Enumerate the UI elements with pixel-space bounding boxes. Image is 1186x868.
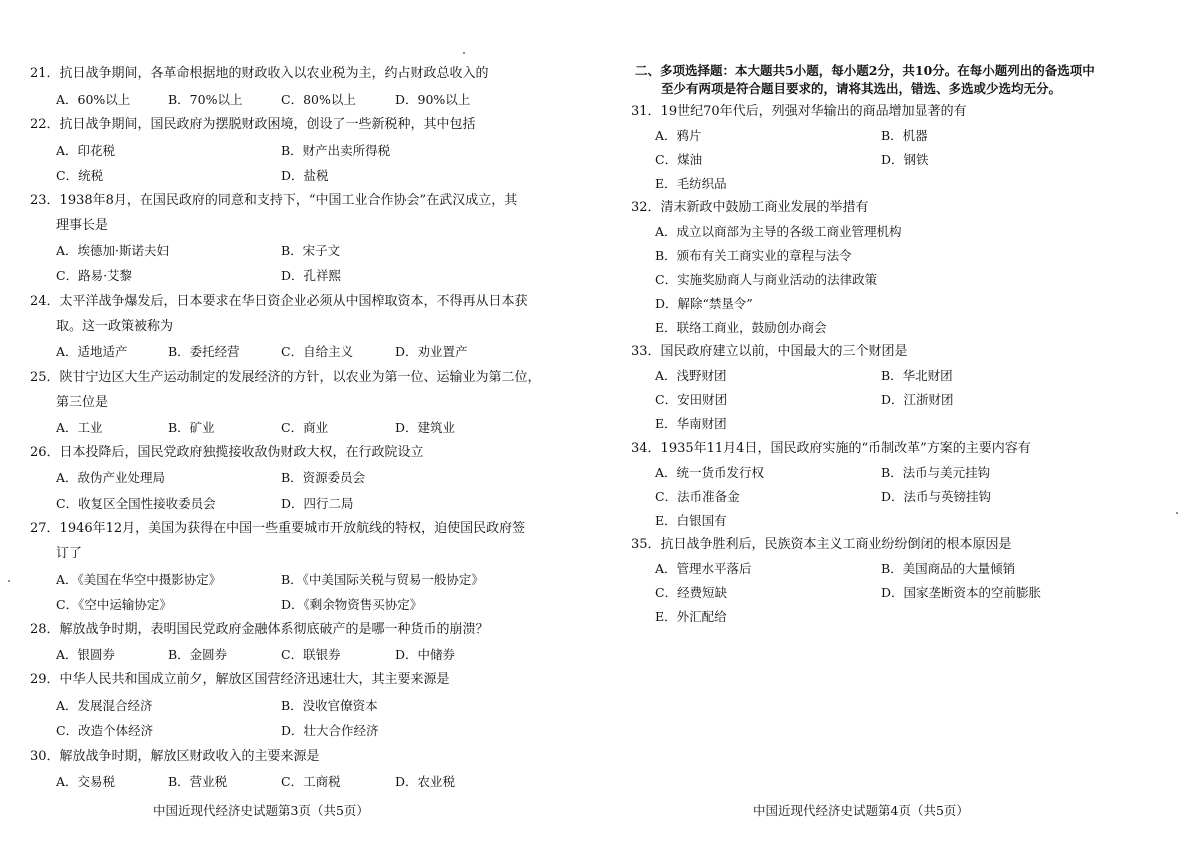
- question-24-stem-cont: 取。这一政策被称为: [56, 319, 174, 334]
- q33-option-e: E．华南财团: [655, 416, 727, 431]
- q21-option-b: B．70%以上: [168, 92, 243, 107]
- q33-option-d: D．江浙财团: [881, 392, 954, 407]
- q22-option-c: C．统税: [56, 168, 104, 183]
- q30-option-a: A．交易税: [56, 774, 116, 789]
- right-page: [593, 0, 1186, 868]
- q25-option-c: C．商业: [281, 420, 329, 435]
- q32-option-e: E．联络工商业，鼓励创办商会: [655, 320, 827, 335]
- q32-option-a: A．成立以商部为主导的各级工商业管理机构: [655, 224, 902, 239]
- q35-option-a: A．管理水平落后: [655, 561, 752, 576]
- page-footer-right: 中国近现代经济史试题第4页（共5页）: [753, 803, 969, 818]
- question-24-stem: 24．太平洋战争爆发后，日本要求在华日资企业必须从中国榨取资本，不得再从日本获: [30, 294, 528, 309]
- q30-option-c: C．工商税: [281, 774, 341, 789]
- q24-option-a: A．适地适产: [56, 344, 128, 359]
- q35-option-e: E．外汇配给: [655, 609, 727, 624]
- scan-speck: [8, 580, 10, 582]
- q26-option-d: D．四行二局: [281, 496, 354, 511]
- q28-option-d: D．中储券: [395, 647, 456, 662]
- q23-option-a: A．埃德加·斯诺夫妇: [56, 243, 170, 258]
- q30-option-d: D．农业税: [395, 774, 456, 789]
- question-31-stem: 31．19世纪70年代后，列强对华输出的商品增加显著的有: [631, 104, 967, 119]
- q31-option-a: A．鸦片: [655, 128, 702, 143]
- q32-option-b: B．颁布有关工商实业的章程与法令: [655, 248, 852, 263]
- q27-option-c: C．《空中运输协定》: [56, 597, 172, 612]
- q23-option-d: D．孔祥熙: [281, 268, 342, 283]
- q28-option-b: B．金圆券: [168, 647, 228, 662]
- q35-option-c: C．经费短缺: [655, 585, 728, 600]
- q28-option-a: A．银圆券: [56, 647, 116, 662]
- q29-option-c: C．改造个体经济: [56, 723, 154, 738]
- q29-option-b: B．没收官僚资本: [281, 698, 378, 713]
- q31-option-b: B．机器: [881, 128, 928, 143]
- question-22-stem: 22．抗日战争期间，国民政府为摆脱财政困境，创设了一些新税种，其中包括: [30, 117, 476, 132]
- q23-option-c: C．路易·艾黎: [56, 268, 133, 283]
- q34-option-a: A．统一货币发行权: [655, 465, 765, 480]
- q33-option-b: B．华北财团: [881, 368, 953, 383]
- q26-option-a: A．敌伪产业处理局: [56, 470, 166, 485]
- q21-option-c: C．80%以上: [281, 92, 356, 107]
- question-27-stem: 27．1946年12月，美国为获得在中国一些重要城市开放航线的特权，迫使国民政府签: [30, 521, 526, 536]
- question-30-stem: 30．解放战争时期，解放区财政收入的主要来源是: [30, 749, 320, 764]
- q29-option-a: A．发展混合经济: [56, 698, 153, 713]
- q34-option-e: E．白银国有: [655, 513, 727, 528]
- q32-option-d: D．解除“禁垦令”: [655, 296, 753, 311]
- q28-option-c: C．联银券: [281, 647, 341, 662]
- scan-speck: [463, 52, 465, 54]
- q26-option-b: B．资源委员会: [281, 470, 366, 485]
- q35-option-d: D．国家垄断资本的空前膨胀: [881, 585, 1042, 600]
- question-35-stem: 35．抗日战争胜利后，民族资本主义工商业纷纷倒闭的根本原因是: [631, 537, 1012, 552]
- page-footer-left: 中国近现代经济史试题第3页（共5页）: [153, 803, 369, 818]
- question-33-stem: 33．国民政府建立以前，中国最大的三个财团是: [631, 344, 908, 359]
- q25-option-d: D．建筑业: [395, 420, 456, 435]
- q21-option-a: A．60%以上: [56, 92, 131, 107]
- q26-option-c: C．收复区全国性接收委员会: [56, 496, 216, 511]
- question-34-stem: 34．1935年11月4日，国民政府实施的“币制改革”方案的主要内容有: [631, 441, 1031, 456]
- q22-option-a: A．印花税: [56, 143, 116, 158]
- q31-option-d: D．钢铁: [881, 152, 929, 167]
- question-27-stem-cont: 订了: [56, 546, 83, 561]
- q30-option-b: B．营业税: [168, 774, 228, 789]
- q24-option-c: C．自给主义: [281, 344, 354, 359]
- q34-option-c: C．法币准备金: [655, 489, 740, 504]
- q27-option-b: B．《中美国际关税与贸易一般协定》: [281, 572, 484, 587]
- q34-option-d: D．法币与英镑挂钩: [881, 489, 992, 504]
- q35-option-b: B．美国商品的大量倾销: [881, 561, 1016, 576]
- q31-option-e: E．毛纺织品: [655, 176, 727, 191]
- question-25-stem: 25．陕甘宁边区大生产运动制定的发展经济的方针，以农业为第一位、运输业为第二位，: [30, 370, 541, 385]
- question-29-stem: 29．中华人民共和国成立前夕，解放区国营经济迅速壮大，其主要来源是: [30, 672, 450, 687]
- question-23-stem-cont: 理事长是: [56, 218, 109, 233]
- q25-option-b: B．矿业: [168, 420, 215, 435]
- scan-speck: [1176, 512, 1178, 514]
- question-28-stem: 28．解放战争时期，表明国民党政府金融体系彻底破产的是哪一种货币的崩溃？: [30, 622, 489, 637]
- q24-option-b: B．委托经营: [168, 344, 240, 359]
- question-21-stem: 21．抗日战争期间，各革命根据地的财政收入以农业税为主，约占财政总收入的: [30, 66, 489, 81]
- question-32-stem: 32．清末新政中鼓励工商业发展的举措有: [631, 200, 869, 215]
- q27-option-a: A．《美国在华空中摄影协定》: [56, 572, 222, 587]
- q32-option-c: C．实施奖励商人与商业活动的法律政策: [655, 272, 878, 287]
- q25-option-a: A．工业: [56, 420, 103, 435]
- section-heading-line1: 二、多项选择题：本大题共5小题，每小题2分，共10分。在每小题列出的备选项中: [635, 63, 1095, 78]
- question-25-stem-cont: 第三位是: [56, 395, 109, 410]
- question-26-stem: 26．日本投降后，国民党政府独揽接收敌伪财政大权，在行政院设立: [30, 445, 424, 460]
- q33-option-a: A．浅野财团: [655, 368, 727, 383]
- q31-option-c: C．煤油: [655, 152, 703, 167]
- q33-option-c: C．安田财团: [655, 392, 728, 407]
- q34-option-b: B．法币与美元挂钩: [881, 465, 991, 480]
- q27-option-d: D．《剩余物资售买协定》: [281, 597, 423, 612]
- q23-option-b: B．宋子文: [281, 243, 341, 258]
- question-23-stem: 23．1938年8月，在国民政府的同意和支持下，“中国工业合作协会”在武汉成立，其: [30, 193, 518, 208]
- q21-option-d: D．90%以上: [395, 92, 471, 107]
- section-heading-line2: 至少有两项是符合题目要求的，请将其选出，错选、多选或少选均无分。: [661, 81, 1062, 96]
- q24-option-d: D．劝业置产: [395, 344, 468, 359]
- q22-option-b: B．财产出卖所得税: [281, 143, 391, 158]
- q29-option-d: D．壮大合作经济: [281, 723, 379, 738]
- q22-option-d: D．盐税: [281, 168, 329, 183]
